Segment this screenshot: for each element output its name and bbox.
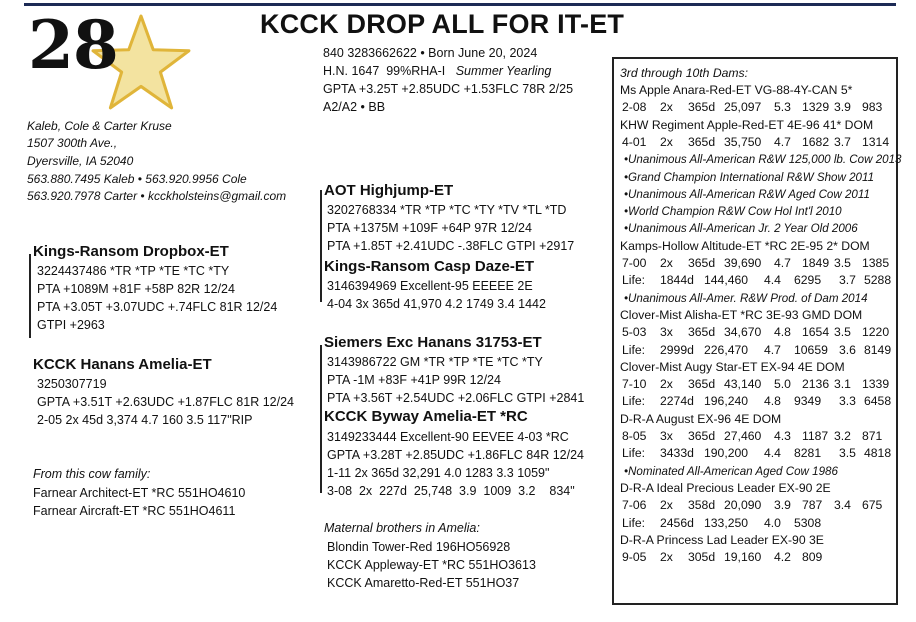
granddam-line: GPTA +3.28T +2.85UDC +1.86FLC 84R 12/24 — [327, 448, 584, 462]
honor-line: •Unanimous All-Amer. R&W Prod. of Dam 2014 — [624, 291, 868, 305]
record-cell: 2x — [660, 256, 673, 270]
record-cell: 2x — [660, 377, 673, 392]
lot-number: 28 — [28, 6, 118, 84]
mgs-name: AOT Highjump-ET — [324, 182, 454, 199]
record-cell: Life: — [622, 446, 646, 461]
record-cell: 2456d — [660, 515, 694, 530]
record-cell: 7-06 — [622, 498, 647, 513]
record-cell: 27,460 — [724, 429, 762, 443]
record-cell: 2x — [660, 134, 673, 149]
animal-title: KCCK DROP ALL FOR IT-ET — [260, 9, 625, 39]
record-cell: 3.2 — [834, 429, 851, 443]
record-cell: 1329 — [802, 100, 830, 115]
record-cell: 5288 — [864, 273, 892, 288]
record-cell: 7-10 — [622, 377, 647, 392]
ancestor-name: Kamps-Hollow Altitude-ET *RC 2E-95 2* DOM — [620, 238, 870, 253]
record-cell: 2136 — [802, 377, 830, 392]
record-cell: 190,200 — [704, 446, 749, 461]
dam-line: 3250307719 — [37, 377, 107, 391]
record-cell: 34,670 — [724, 325, 762, 340]
record-cell: 1314 — [862, 134, 890, 149]
record-cell: 675 — [862, 498, 883, 513]
granddam-line: 3-08 2x 227d 25,748 3.9 1009 3.2 834" — [327, 484, 575, 498]
record-cell: 358d — [688, 498, 716, 513]
record-cell: 5.0 — [774, 377, 791, 392]
record-cell: 3.9 — [774, 498, 791, 513]
record-cell: 2274d — [660, 394, 694, 409]
ancestor-name: D-R-A Princess Lad Leader EX-90 3E — [620, 532, 824, 547]
honor-line: •Nominated All-American Aged Cow 1986 — [624, 464, 838, 478]
record-cell: 133,250 — [704, 515, 749, 530]
mgd-name: Kings-Ransom Casp Daze-ET — [324, 258, 535, 275]
record-cell: 4.2 — [774, 550, 791, 565]
family-heading: From this cow family: — [33, 467, 151, 481]
record-cell: 3433d — [660, 446, 694, 461]
record-cell: 1385 — [862, 256, 890, 270]
granddam-line: 1-11 2x 365d 32,291 4.0 1283 3.3 1059" — [327, 466, 550, 480]
record-cell: 1220 — [862, 325, 890, 340]
animal-class: Summer Yearling — [455, 64, 552, 78]
record-cell: 4.7 — [764, 342, 781, 357]
mgd-line: 4-04 3x 365d 41,970 4.2 1749 3.4 1442 — [327, 297, 546, 311]
sire-line: 3224437486 *TR *TP *TE *TC *TY — [37, 264, 230, 278]
sire-name: Kings-Ransom Dropbox-ET — [33, 243, 229, 260]
honor-line: •World Champion R&W Cow Hol Int'l 2010 — [624, 205, 842, 219]
record-cell: Life: — [622, 342, 646, 357]
dam-sire-name: Siemers Exc Hanans 31753-ET — [324, 334, 542, 351]
record-cell: 9349 — [794, 394, 822, 409]
mgd-line: 3146394969 Excellent-95 EEEEE 2E — [327, 279, 533, 293]
record-cell: 305d — [688, 550, 716, 565]
record-cell: 4.7 — [774, 256, 791, 270]
dam-sire-line: PTA -1M +83F +41P 99R 12/24 — [327, 373, 501, 387]
record-cell: 8-05 — [622, 429, 647, 443]
record-cell: 2999d — [660, 342, 694, 357]
ancestor-name: Clover-Mist Augy Star-ET EX-94 4E DOM — [620, 359, 845, 374]
mgs-line: PTA +1.85T +2.41UDC -.38FLC GTPI +2917 — [327, 239, 575, 253]
record-cell: 4.4 — [764, 446, 781, 461]
record-cell: 5.3 — [774, 100, 791, 115]
dam-line: GPTA +3.51T +2.63UDC +1.87FLC 81R 12/24 — [37, 395, 294, 409]
record-cell: 35,750 — [724, 134, 762, 149]
record-cell: 1339 — [862, 377, 890, 392]
maternal-heading: Maternal brothers in Amelia: — [324, 521, 480, 535]
record-cell: 3.6 — [839, 342, 856, 357]
ancestor-name: KHW Regiment Apple-Red-ET 4E-96 41* DOM — [620, 117, 874, 132]
owner-line: 1507 300th Ave., — [27, 136, 118, 150]
record-cell: 809 — [802, 550, 823, 565]
record-cell: 3.7 — [834, 134, 851, 149]
honor-line: •Unanimous All-American Jr. 2 Year Old 2006 — [624, 222, 858, 236]
record-cell: 5-03 — [622, 325, 647, 340]
record-cell: Life: — [622, 394, 646, 409]
family-item: Farnear Aircraft-ET *RC 551HO4611 — [33, 504, 236, 518]
pedigree-bracket — [29, 254, 31, 338]
header-rule — [24, 3, 896, 6]
sire-line: PTA +3.05T +3.07UDC +.74FLC 81R 12/24 — [37, 300, 278, 314]
record-cell: 3.1 — [834, 377, 851, 392]
dam-sire-line: 3143986722 GM *TR *TP *TE *TC *TY — [327, 355, 543, 369]
maternal-item: KCCK Appleway-ET *RC 551HO3613 — [327, 558, 536, 572]
record-cell: 2x — [660, 498, 673, 513]
record-cell: 3.7 — [839, 273, 856, 288]
honor-line: •Unanimous All-American R&W Aged Cow 2011 — [624, 187, 870, 201]
record-cell: 25,097 — [724, 100, 762, 115]
mgs-line: 3202768334 *TR *TP *TC *TY *TV *TL *TD — [327, 203, 567, 217]
sire-line: PTA +1089M +81F +58P 82R 12/24 — [37, 282, 235, 296]
owner-line: Dyersville, IA 52040 — [27, 154, 134, 168]
dam-sire-line: PTA +3.56T +2.54UDC +2.06FLC GTPI +2841 — [327, 391, 585, 405]
record-cell: 3.5 — [834, 256, 851, 270]
pedigree-bracket — [320, 190, 322, 302]
record-cell: 3.9 — [834, 100, 851, 115]
record-cell: 5308 — [794, 515, 822, 530]
owner-contact-line[interactable]: 563.920.7978 Carter • kcckholsteins@gmail.com — [27, 189, 287, 203]
granddam-name: KCCK Byway Amelia-ET *RC — [324, 408, 528, 425]
ancestor-name: Clover-Mist Alisha-ET *RC 3E-93 GMD DOM — [620, 307, 863, 322]
mgs-line: PTA +1375M +109F +64P 97R 12/24 — [327, 221, 532, 235]
record-cell: 196,240 — [704, 394, 749, 409]
record-cell: 1682 — [802, 134, 830, 149]
record-cell: 1849 — [802, 256, 830, 270]
record-cell: 39,690 — [724, 256, 762, 270]
honor-line: •Unanimous All-American R&W 125,000 lb. Cow 2013 — [624, 153, 902, 167]
record-cell: 4.8 — [764, 394, 781, 409]
record-cell: 43,140 — [724, 377, 762, 392]
ancestor-name: D-R-A August EX-96 4E DOM — [620, 411, 782, 426]
record-cell: 365d — [688, 100, 716, 115]
animal-info-line: 840 3283662622 • Born June 20, 2024 — [323, 46, 538, 60]
record-cell: 2x — [660, 100, 673, 115]
record-cell: 10659 — [794, 342, 828, 357]
record-cell: 3x — [660, 325, 673, 340]
dam-line: 2-05 2x 45d 3,374 4.7 160 3.5 117"RIP — [37, 413, 253, 427]
record-cell: 787 — [802, 498, 823, 513]
animal-info-line: H.N. 1647 99%RHA-I Summer Yearling — [323, 64, 552, 78]
record-cell: 3.5 — [834, 325, 851, 340]
ancestor-name: D-R-A Ideal Precious Leader EX-90 2E — [620, 480, 831, 495]
record-cell: Life: — [622, 273, 646, 288]
record-cell: 19,160 — [724, 550, 762, 565]
record-cell: 1844d — [660, 273, 694, 288]
record-cell: 2-08 — [622, 100, 647, 115]
record-cell: 6458 — [864, 394, 892, 409]
granddam-line: 3149233444 Excellent-90 EEVEE 4-03 *RC — [327, 430, 569, 444]
record-cell: 8149 — [864, 342, 892, 357]
record-cell: 4-01 — [622, 134, 647, 149]
record-cell: 9-05 — [622, 550, 647, 565]
record-cell: 365d — [688, 429, 716, 443]
dams-box — [612, 57, 902, 605]
record-cell: 3x — [660, 429, 673, 443]
record-cell: 4.0 — [764, 515, 781, 530]
record-cell: 4.8 — [774, 325, 791, 340]
animal-info-line: GPTA +3.25T +2.85UDC +1.53FLC 78R 2/25 — [323, 82, 574, 96]
maternal-item: Blondin Tower-Red 196HO56928 — [327, 540, 511, 554]
dam-name: KCCK Hanans Amelia-ET — [33, 356, 212, 373]
record-cell: 6295 — [794, 273, 822, 288]
record-cell: 144,460 — [704, 273, 749, 288]
pedigree-bracket — [320, 345, 322, 493]
record-cell: 4818 — [864, 446, 892, 461]
record-cell: 20,090 — [724, 498, 762, 513]
honor-line: •Grand Champion International R&W Show 2011 — [624, 170, 875, 184]
record-cell: 365d — [688, 134, 716, 149]
record-cell: 2x — [660, 550, 673, 565]
record-cell: Life: — [622, 515, 646, 530]
owner-line: 563.880.7495 Kaleb • 563.920.9956 Cole — [27, 172, 247, 186]
ancestor-name: Ms Apple Anara-Red-ET VG-88-4Y-CAN 5* — [620, 83, 853, 97]
record-cell: 871 — [862, 429, 883, 443]
record-cell: 1654 — [802, 325, 830, 340]
record-cell: 1187 — [802, 429, 829, 443]
dams-box-heading: 3rd through 10th Dams: — [620, 66, 749, 80]
record-cell: 3.3 — [839, 394, 856, 409]
record-cell: 8281 — [794, 446, 822, 461]
record-cell: 4.3 — [774, 429, 791, 443]
record-cell: 983 — [862, 100, 883, 115]
record-cell: 4.7 — [774, 134, 791, 149]
record-cell: 365d — [688, 256, 716, 270]
owner-line: Kaleb, Cole & Carter Kruse — [27, 119, 172, 133]
animal-info-line: A2/A2 • BB — [323, 100, 386, 114]
sire-line: GTPI +2963 — [37, 318, 105, 332]
family-item: Farnear Architect-ET *RC 551HO4610 — [33, 486, 246, 500]
record-cell: 7-00 — [622, 256, 647, 270]
record-cell: 226,470 — [704, 342, 749, 357]
record-cell: 365d — [688, 377, 716, 392]
record-cell: 365d — [688, 325, 716, 340]
maternal-item: KCCK Amaretto-Red-ET 551HO37 — [327, 576, 520, 590]
record-cell: 4.4 — [764, 273, 781, 288]
record-cell: 3.5 — [839, 446, 856, 461]
record-cell: 3.4 — [834, 498, 851, 513]
